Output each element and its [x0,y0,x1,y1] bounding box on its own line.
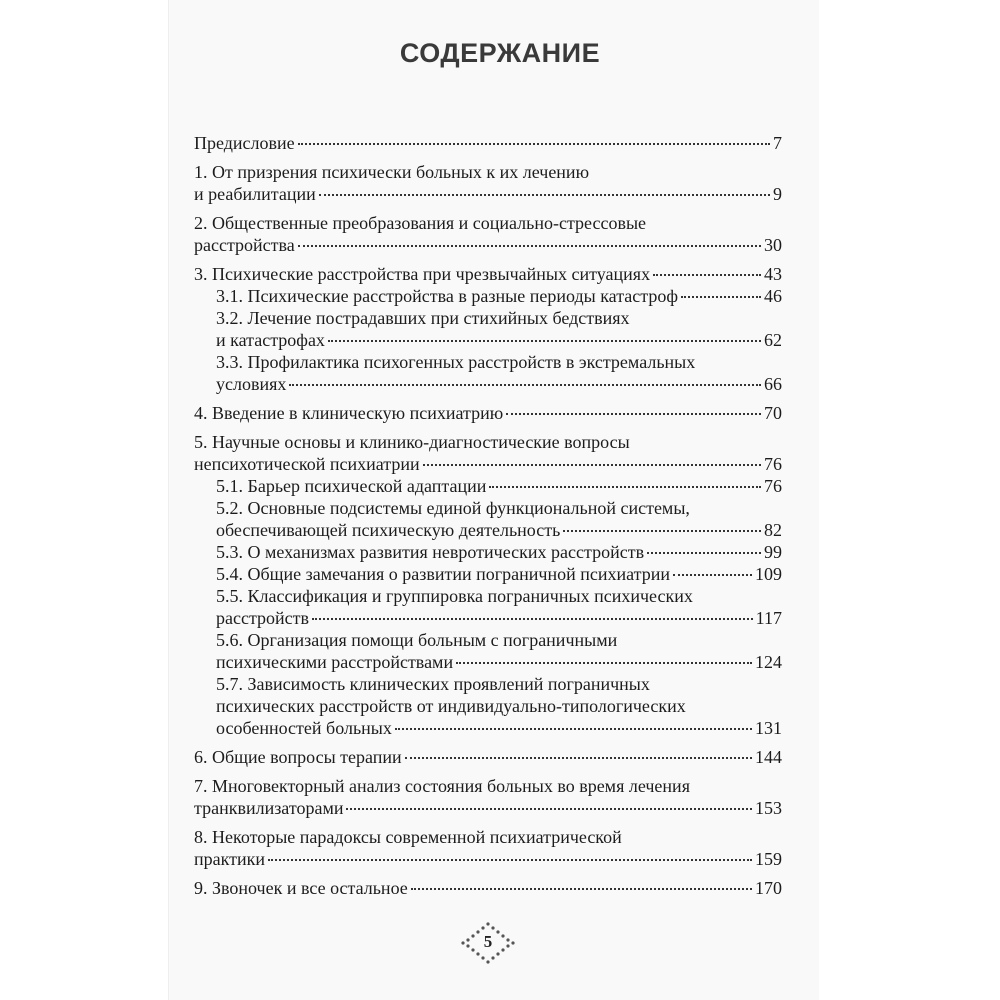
toc-entry-page: 109 [755,564,782,584]
toc-entry-page: 144 [755,747,782,767]
table-of-contents [194,132,782,899]
dot-leader [395,728,752,730]
toc-entry-last-line [216,541,782,563]
dot-leader [346,808,752,810]
toc-entry-page: 131 [755,718,782,738]
toc-entry-title-line: 5.3. О механизмах развития невротических расстройств [216,542,645,562]
toc-entry-page: 117 [755,608,782,628]
dot-leader [673,574,752,576]
toc-entry-last-line [216,717,782,739]
toc-entry [216,629,782,673]
toc-entry-title-line: 5.2. Основные подсистемы единой функциональной системы, [216,498,690,518]
toc-entry-title-line: 7. Многовекторный анализ состояния больных во время лечения [194,776,690,796]
toc-entry [216,307,782,351]
toc-entry-title-line: 3.1. Психические расстройства в разные периоды катастроф [216,286,679,306]
dot-leader [653,274,761,276]
toc-entry-page: 153 [755,798,782,818]
dot-leader [298,143,770,145]
toc-entry-last-line [216,563,782,585]
toc-entry [194,161,782,205]
toc-entry-title-line: особенностей больных [216,718,392,738]
toc-entry-title-line: Предисловие [194,133,295,153]
toc-entry [194,826,782,870]
toc-entry-title-line: 2. Общественные преобразования и социально-стрессовые [194,213,647,233]
toc-entry [194,263,782,285]
toc-entry-last-line [194,746,782,768]
toc-entry-title-line: обеспечивающей психическую деятельность [216,520,561,540]
toc-entry-title-line: практики [194,849,266,869]
toc-entry-last-line [216,475,782,497]
page-number: 5 [483,932,493,951]
toc-entry-page: 99 [764,542,782,562]
toc-entry-last-line [194,132,782,154]
toc-entry-page: 76 [764,454,782,474]
toc-entry [194,132,782,154]
toc-entry-last-line [194,797,782,819]
toc-entry [194,775,782,819]
toc-entry-last-line [194,263,782,285]
toc-entry-last-line [216,519,782,541]
toc-entry-title-line: 9. Звоночек и все остальное [194,878,408,898]
toc-entry-page: 124 [755,652,782,672]
toc-entry-page: 66 [764,374,782,394]
dot-leader [489,486,761,488]
toc-entry [194,431,782,475]
toc-entry-title-line: 5.5. Классификация и группировка пограничных психических [216,586,693,606]
toc-entry-last-line [194,877,782,899]
dot-leader [268,859,752,861]
page-title: СОДЕРЖАНИЕ [399,38,601,68]
dot-leader [312,618,753,620]
toc-entry-title-line: 5.6. Организация помощи больным с пограничными [216,630,618,650]
toc-entry-page: 76 [764,476,782,496]
toc-entry-title-line: расстройств [216,608,310,628]
toc-entry-page: 82 [764,520,782,540]
toc-entry [216,541,782,563]
toc-entry-page: 70 [764,403,782,423]
toc-entry-title-line: 5.1. Барьер психической адаптации [216,476,487,496]
dot-leader [647,552,761,554]
toc-entry-last-line [216,607,782,629]
toc-entry [194,877,782,899]
dot-leader [423,464,761,466]
toc-entry-title-line: и катастрофах [216,330,325,350]
toc-entry-title-line: психических расстройств от индивидуально-типологических [216,696,686,716]
toc-entry-title-line: 8. Некоторые парадоксы современной психиатрической [194,827,622,847]
toc-entry-page: 30 [764,235,782,255]
toc-entry-title-line: психическими расстройствами [216,652,454,672]
toc-entry-last-line [216,651,782,673]
toc-entry [216,351,782,395]
dot-leader [289,384,761,386]
toc-entry-page: 62 [764,330,782,350]
toc-entry-title-line: 5. Научные основы и клинико-диагностические вопросы [194,432,630,452]
toc-entry [216,475,782,497]
toc-entry-page: 43 [764,264,782,284]
toc-entry-last-line [216,373,782,395]
toc-entry [216,585,782,629]
toc-entry-title-line: 5.7. Зависимость клинических проявлений пограничных [216,674,650,694]
toc-entry-last-line [216,329,782,351]
toc-entry [194,402,782,424]
toc-entry-title-line: 1. От призрения психически больных к их лечению [194,162,590,182]
toc-entry-title-line: 6. Общие вопросы терапии [194,747,402,767]
dot-leader [319,194,770,196]
toc-entry-last-line [216,285,782,307]
toc-entry-title-line: транквилизаторами [194,798,344,818]
page-number-ornament [458,921,518,965]
toc-entry [216,563,782,585]
dot-leader [298,245,761,247]
dot-leader [681,296,761,298]
dot-leader [405,757,752,759]
dot-leader [506,413,761,415]
toc-entry-last-line [194,848,782,870]
dot-leader [328,340,761,342]
toc-entry-title-line: 3.3. Профилактика психогенных расстройств в экстремальных [216,352,696,372]
toc-entry-page: 7 [773,133,782,153]
dot-leader [563,530,761,532]
toc-entry-title-line: 4. Введение в клиническую психиатрию [194,403,504,423]
dot-leader [456,662,752,664]
toc-entry-title-line: 5.4. Общие замечания о развитии пограничной психиатрии [216,564,670,584]
toc-entry-title-line: расстройства [194,235,295,255]
toc-entry [194,212,782,256]
toc-entry [216,673,782,739]
toc-entry-title-line: и реабилитации [194,184,316,204]
toc-entry-last-line [194,183,782,205]
toc-entry-last-line [194,402,782,424]
toc-entry [194,746,782,768]
toc-entry-title-line: условиях [216,374,287,394]
toc-entry-page: 159 [755,849,782,869]
toc-entry-title-line: 3. Психические расстройства при чрезвычайных ситуациях [194,264,651,284]
toc-entry-title-line: непсихотической психиатрии [194,454,420,474]
toc-entry-last-line [194,234,782,256]
dot-leader [411,888,752,890]
toc-entry [216,285,782,307]
toc-entry-last-line [194,453,782,475]
toc-entry [216,497,782,541]
toc-entry-page: 9 [773,184,782,204]
toc-entry-title-line: 3.2. Лечение пострадавших при стихийных бедствиях [216,308,630,328]
toc-entry-page: 170 [755,878,782,898]
toc-entry-page: 46 [764,286,782,306]
